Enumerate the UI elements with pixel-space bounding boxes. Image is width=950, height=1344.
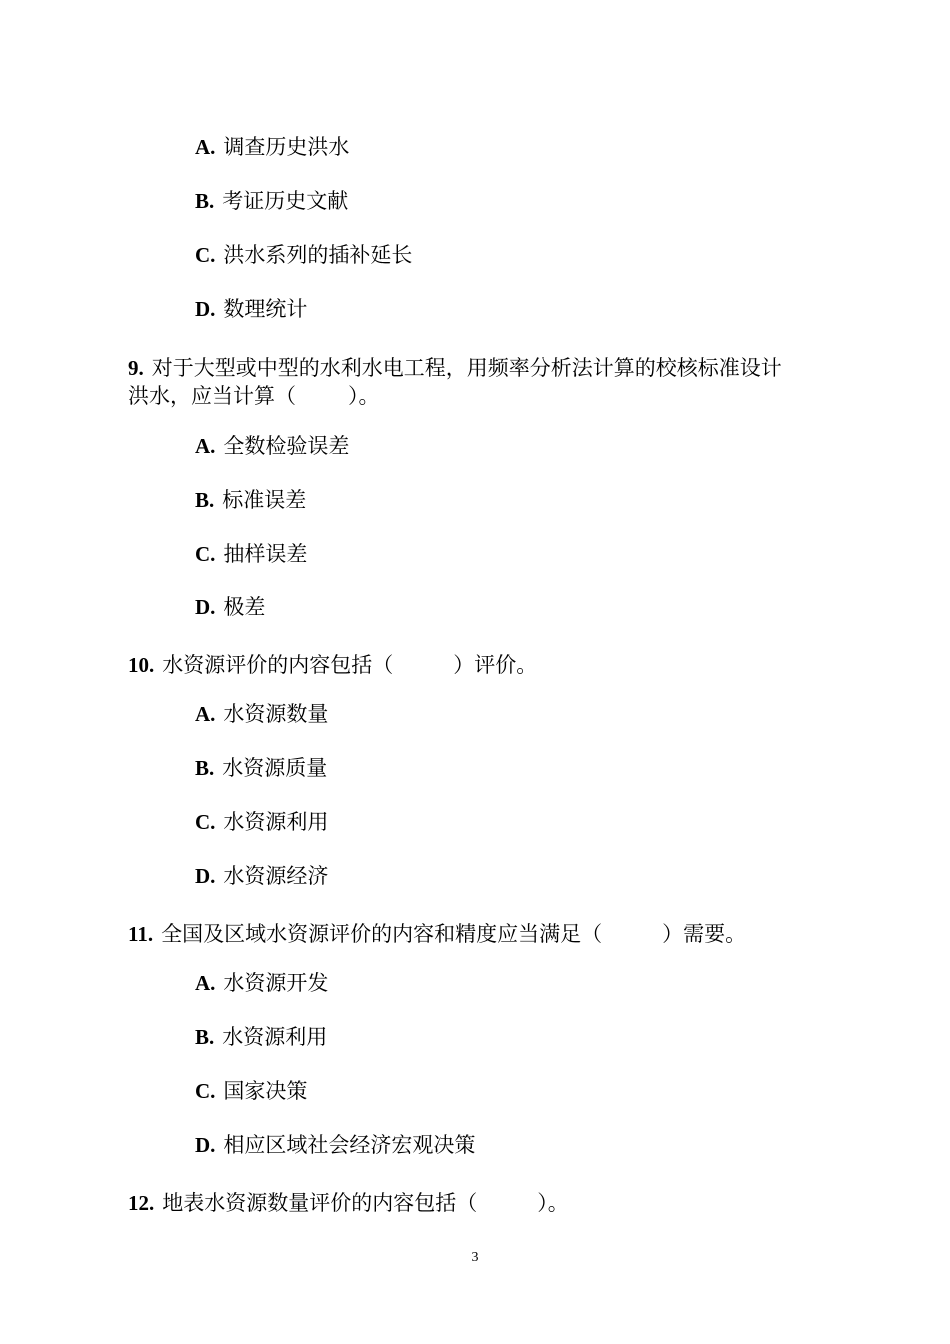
question-text: 对于大型或中型的水利水电工程，用频率分析法计算的校核标准设计 bbox=[151, 356, 782, 380]
option-label: B bbox=[195, 756, 210, 780]
question-9-line-2 bbox=[128, 382, 380, 410]
option-b: B. 标准误差 bbox=[195, 488, 307, 512]
option-label: A bbox=[195, 702, 211, 726]
option-a: A. 全数检验误差 bbox=[195, 434, 350, 458]
page-number: 3 bbox=[471, 1250, 479, 1265]
option-text: 国家决策 bbox=[223, 1079, 308, 1103]
option-b: B. 水资源质量 bbox=[195, 756, 328, 780]
question-text: ）需要。 bbox=[662, 922, 747, 946]
option-c: C. 洪水系列的插补延长 bbox=[195, 243, 413, 267]
option-label: C bbox=[195, 243, 211, 267]
option-text: 水资源利用 bbox=[223, 810, 329, 834]
option-label: C bbox=[195, 1079, 211, 1103]
option-a: A. 调查历史洪水 bbox=[195, 135, 350, 159]
option-label: C bbox=[195, 542, 211, 566]
option-label: D bbox=[195, 1133, 211, 1157]
option-label: C bbox=[195, 810, 211, 834]
option-label: D bbox=[195, 297, 211, 321]
option-c: C. 水资源利用 bbox=[195, 810, 329, 834]
option-c: C. 抽样误差 bbox=[195, 542, 308, 566]
question-text: 全国及区域水资源评价的内容和精度应当满足（ bbox=[161, 922, 603, 946]
option-a: A. 水资源数量 bbox=[195, 702, 329, 726]
option-c: C. 国家决策 bbox=[195, 1079, 308, 1103]
option-text: 极差 bbox=[223, 595, 266, 619]
option-label: A bbox=[195, 434, 211, 458]
option-d: D. 数理统计 bbox=[195, 297, 308, 321]
question-text: 洪水，应当计算（ bbox=[128, 384, 296, 408]
option-d: D. 相应区域社会经济宏观决策 bbox=[195, 1133, 476, 1157]
option-label: D bbox=[195, 595, 211, 619]
option-text: 水资源经济 bbox=[223, 864, 329, 888]
question-number: 11 bbox=[128, 922, 148, 946]
question-12: 12. 地表水资源数量评价的内容包括（ ）。 bbox=[128, 1191, 569, 1215]
question-text: 水资源评价的内容包括（ bbox=[162, 653, 394, 677]
question-10: 10. 水资源评价的内容包括（ ）评价。 bbox=[128, 653, 538, 677]
option-text: 水资源质量 bbox=[222, 756, 328, 780]
option-b: B. 考证历史文献 bbox=[195, 189, 349, 213]
option-label: A bbox=[195, 135, 211, 159]
option-a: A. 水资源开发 bbox=[195, 971, 329, 995]
option-text: 洪水系列的插补延长 bbox=[223, 243, 413, 267]
option-text: 相应区域社会经济宏观决策 bbox=[223, 1133, 476, 1157]
option-b: B. 水资源利用 bbox=[195, 1025, 328, 1049]
option-text: 标准误差 bbox=[222, 488, 307, 512]
option-d: D. 水资源经济 bbox=[195, 864, 329, 888]
option-text: 水资源数量 bbox=[223, 702, 329, 726]
question-text: ）评价。 bbox=[453, 653, 538, 677]
question-text: 地表水资源数量评价的内容包括（ bbox=[162, 1191, 478, 1215]
question-text: ）。 bbox=[537, 1191, 569, 1215]
option-label: B bbox=[195, 1025, 210, 1049]
option-text: 水资源开发 bbox=[223, 971, 329, 995]
option-text: 调查历史洪水 bbox=[223, 135, 350, 159]
option-label: D bbox=[195, 864, 211, 888]
option-d: D. 极差 bbox=[195, 595, 266, 619]
option-text: 数理统计 bbox=[223, 297, 308, 321]
option-text: 全数检验误差 bbox=[223, 434, 350, 458]
option-text: 抽样误差 bbox=[223, 542, 308, 566]
option-label: A bbox=[195, 971, 211, 995]
option-label: B bbox=[195, 189, 210, 213]
option-text: 水资源利用 bbox=[222, 1025, 328, 1049]
option-label: B bbox=[195, 488, 210, 512]
question-11: 11. 全国及区域水资源评价的内容和精度应当满足（ ）需要。 bbox=[128, 922, 747, 946]
question-number: 9 bbox=[128, 356, 139, 380]
question-number: 12 bbox=[128, 1191, 149, 1215]
option-text: 考证历史文献 bbox=[222, 189, 349, 213]
question-text: ）。 bbox=[348, 384, 380, 408]
question-number: 10 bbox=[128, 653, 149, 677]
question-9-line-1: 9. 对于大型或中型的水利水电工程，用频率分析法计算的校核标准设计 bbox=[128, 356, 782, 380]
